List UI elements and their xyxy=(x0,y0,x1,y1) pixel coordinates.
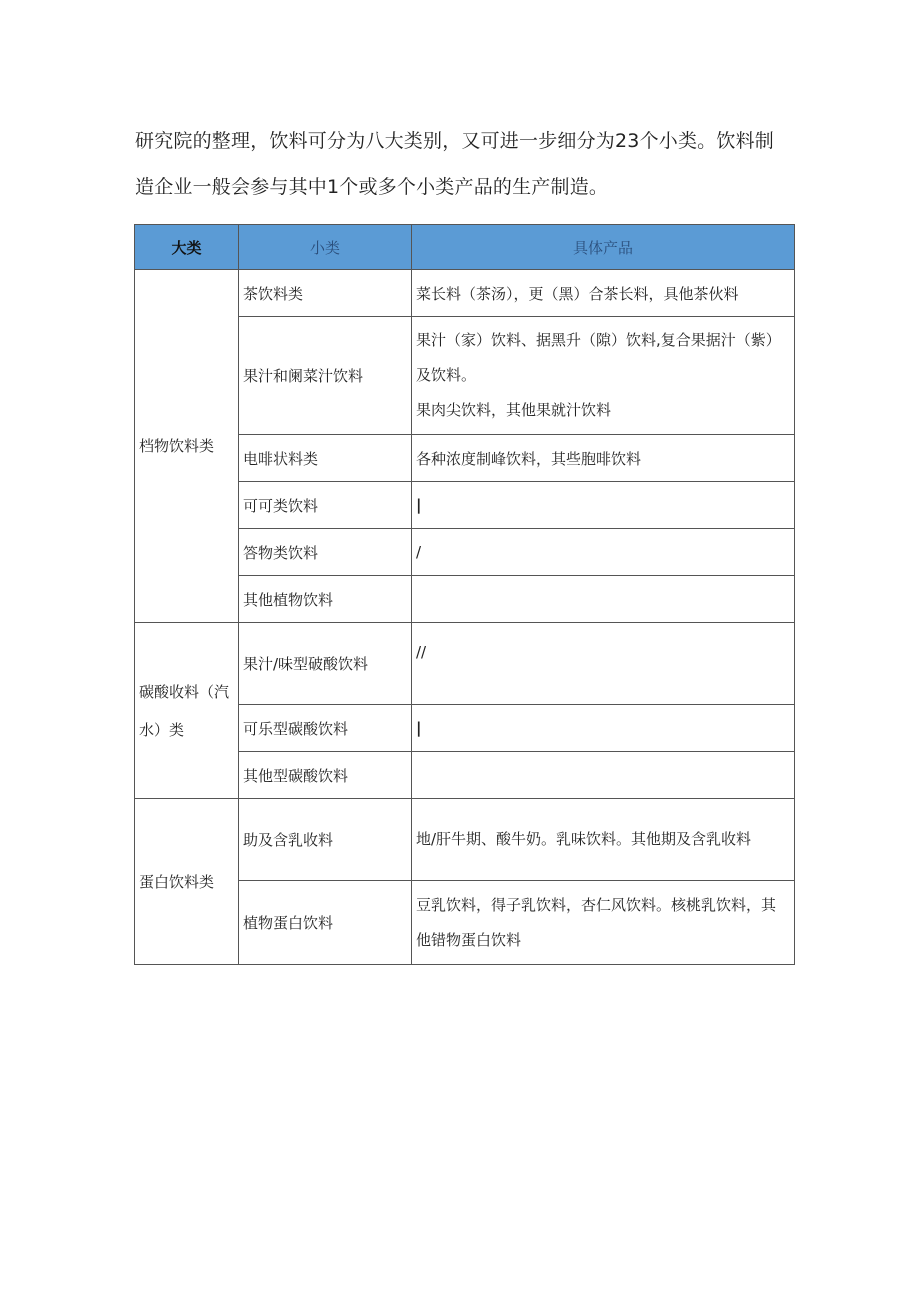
products-cell: | xyxy=(412,482,795,529)
products-cell xyxy=(412,752,795,799)
sub-category-cell: 果汁/味型破酸饮料 xyxy=(239,623,412,705)
table-row xyxy=(135,799,795,881)
table-row xyxy=(135,270,795,317)
table-header-row xyxy=(135,225,795,270)
products-cell: | xyxy=(412,705,795,752)
header-sub: 小类 xyxy=(239,225,412,270)
sub-category-cell: 其他型碳酸饮料 xyxy=(239,752,412,799)
sub-category-cell: 助及含乳收料 xyxy=(239,799,412,881)
major-category-cell: 档物饮料类 xyxy=(135,270,239,623)
product-line: 果肉尖饮料，其他果就汁饮料 xyxy=(416,401,612,419)
major-category-cell: 蛋白饮料类 xyxy=(135,799,239,965)
products-cell: 菜长料（茶汤），更（黑）合茶长料，具他茶伙料 xyxy=(412,270,795,317)
sub-category-cell: 果汁和阑菜汁饮料 xyxy=(239,317,412,435)
products-cell: // xyxy=(412,623,795,705)
sub-category-cell: 电啡状料类 xyxy=(239,435,412,482)
products-cell: 各种浓度制峰饮料，其些胞啡饮料 xyxy=(412,435,795,482)
major-category-cell: 碳酸收料（汽水）类 xyxy=(135,623,239,799)
products-cell: 地/肝牛期、酸牛奶。乳味饮料。其他期及含乳收料 xyxy=(412,799,795,881)
products-cell: 豆乳饮料，得子乳饮料，杏仁风饮料。核桃乳饮料，其他错物蛋白饮料 xyxy=(412,881,795,965)
products-cell: / xyxy=(412,529,795,576)
header-major: 大类 xyxy=(135,225,239,270)
intro-line-2: 造企业一般会参与其中1个或多个小类产品的生产制造。 xyxy=(135,176,609,198)
sub-category-cell: 答物类饮料 xyxy=(239,529,412,576)
products-cell xyxy=(412,576,795,623)
beverage-category-table xyxy=(134,224,795,965)
products-cell xyxy=(412,317,795,435)
header-products: 具体产品 xyxy=(412,225,795,270)
product-line: 果汁（家）饮料、据黑升（隙）饮料,复合果据汁（紫）及饮料。 xyxy=(416,331,781,384)
table-row xyxy=(135,623,795,705)
sub-category-cell: 可可类饮料 xyxy=(239,482,412,529)
sub-category-cell: 其他植物饮料 xyxy=(239,576,412,623)
intro-line-1: 研究院的整理，饮料可分为八大类别，又可进一步细分为23个小类。饮料制 xyxy=(135,130,774,152)
intro-paragraph xyxy=(135,118,800,210)
sub-category-cell: 茶饮料类 xyxy=(239,270,412,317)
sub-category-cell: 植物蛋白饮料 xyxy=(239,881,412,965)
sub-category-cell: 可乐型碳酸饮料 xyxy=(239,705,412,752)
